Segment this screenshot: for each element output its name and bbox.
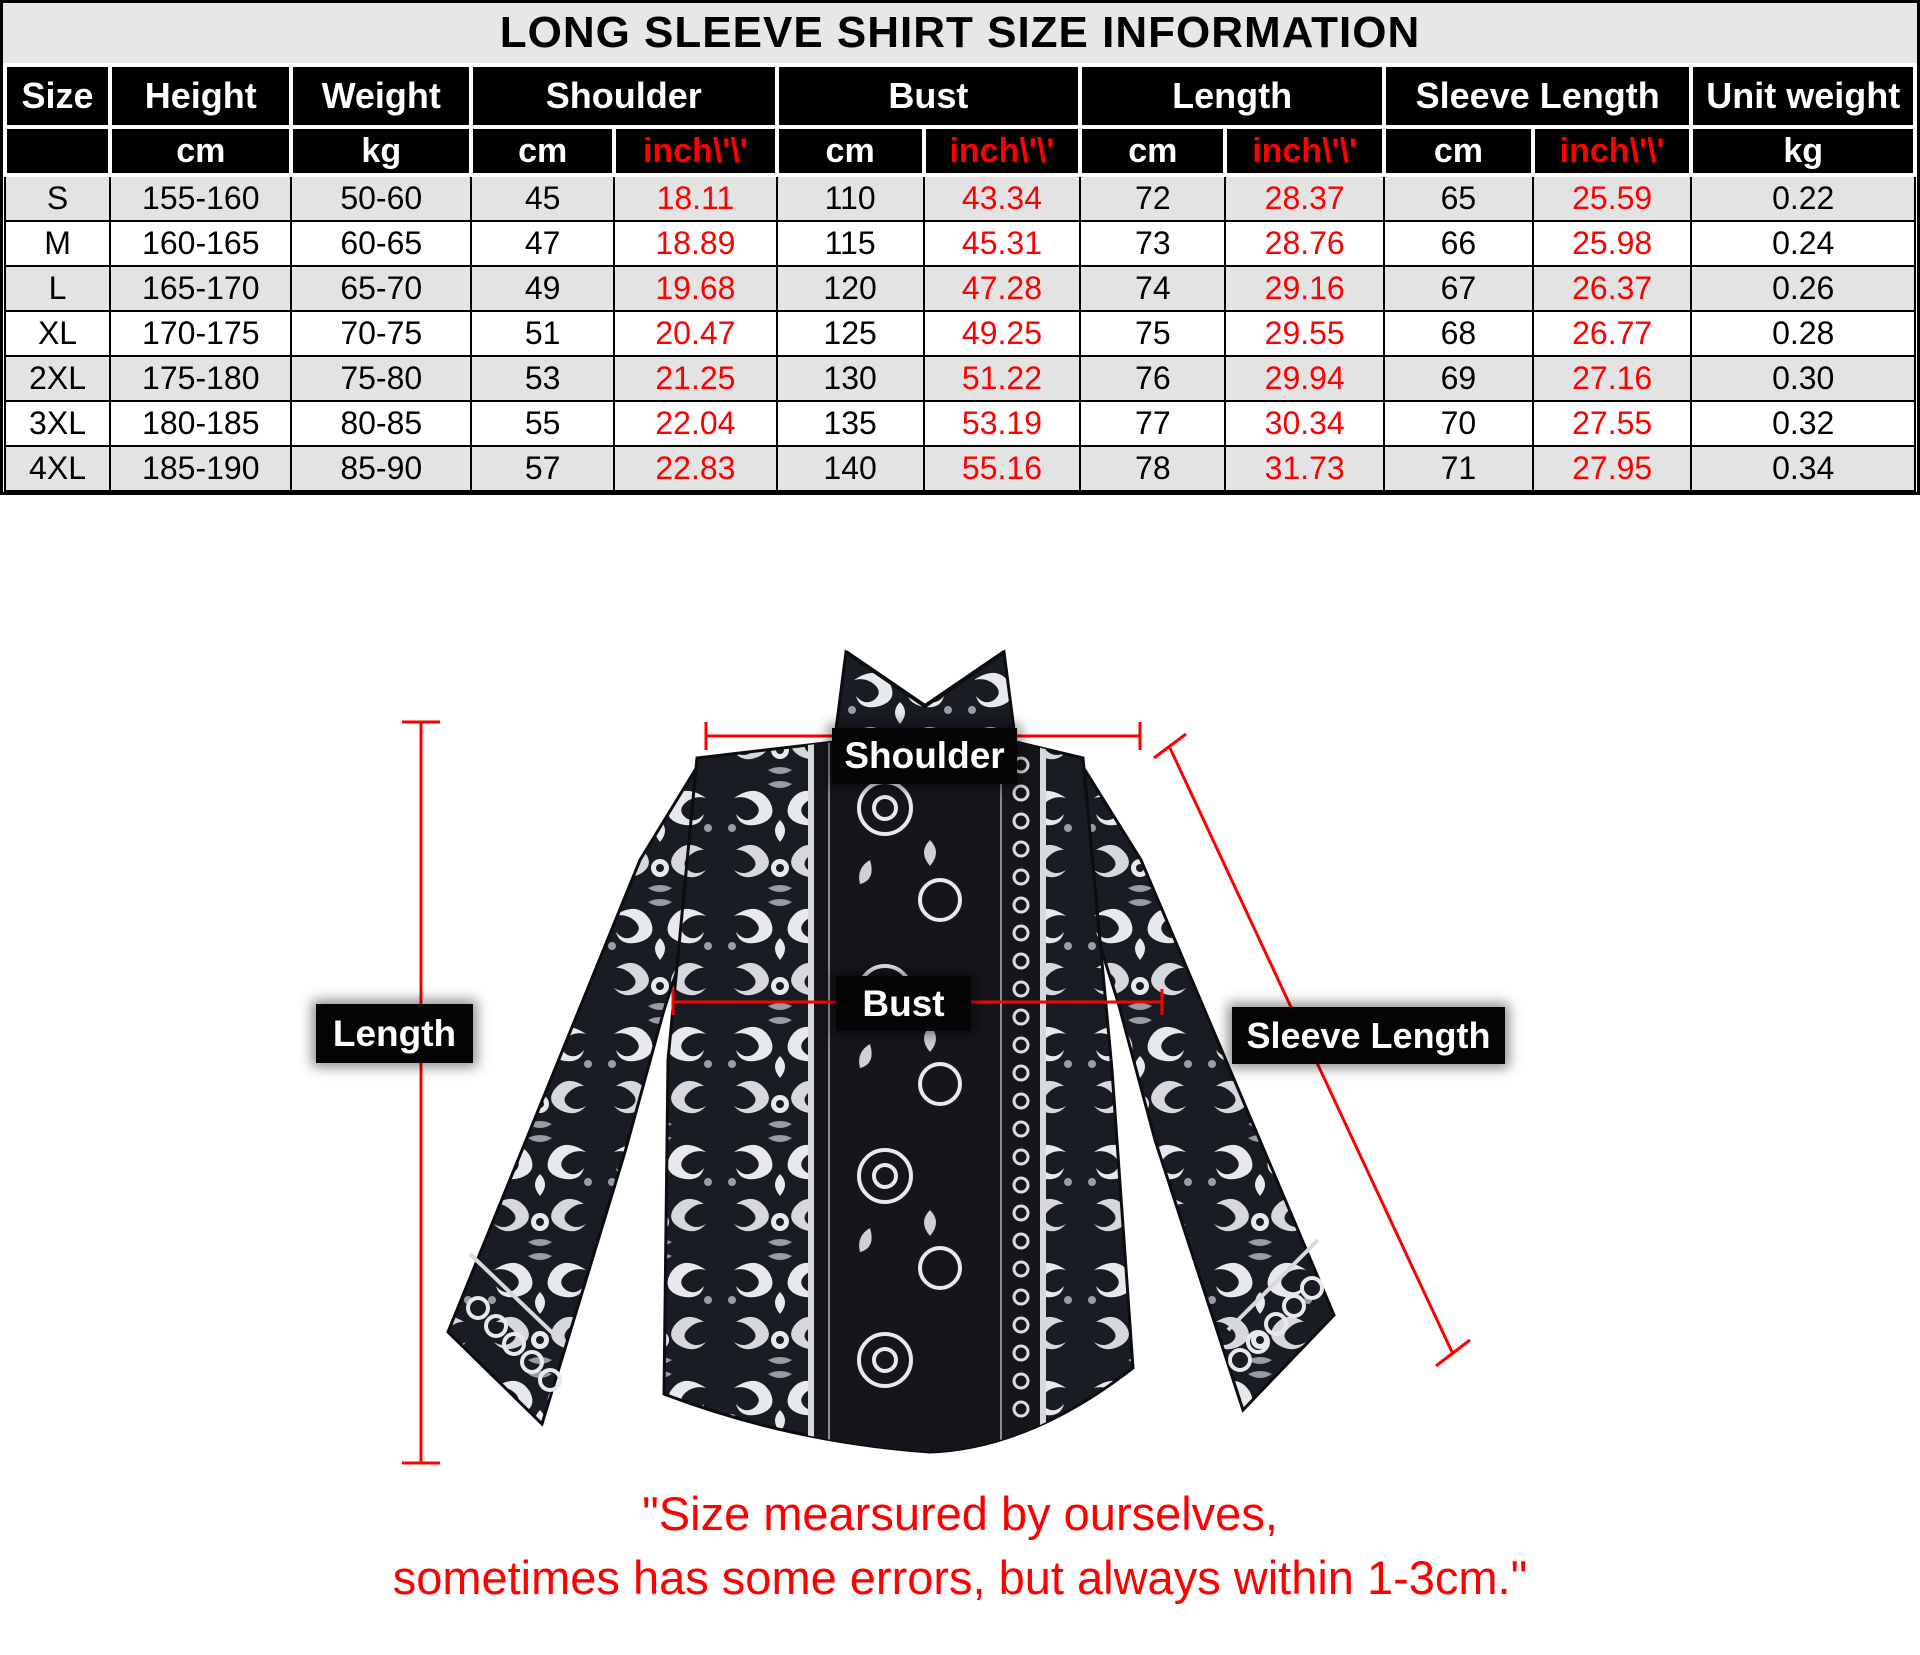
value-cell: 65-70 — [291, 266, 471, 311]
col-header-bust: Bust — [777, 65, 1081, 127]
size-row-XL — [5, 311, 1915, 356]
value-cell: 77 — [1080, 401, 1225, 446]
size-row-M — [5, 221, 1915, 266]
col-header-unit-weight: Unit weight — [1691, 65, 1915, 127]
col-header-weight: Weight — [291, 65, 471, 127]
value-cell: 55 — [471, 401, 614, 446]
value-cell: 80-85 — [291, 401, 471, 446]
value-cell: 19.68 — [614, 266, 776, 311]
value-cell: 53 — [471, 356, 614, 401]
value-cell: 115 — [777, 221, 924, 266]
size-note-line-1: "Size mearsured by ourselves, — [642, 1487, 1278, 1540]
value-cell: 27.55 — [1533, 401, 1692, 446]
value-cell: 70-75 — [291, 311, 471, 356]
subheader-shoulder-inch: inch\'\' — [614, 127, 776, 175]
col-header-height: Height — [110, 65, 291, 127]
value-cell: 49.25 — [924, 311, 1081, 356]
length-measure-label: Length — [316, 1004, 473, 1063]
value-cell: 0.30 — [1691, 356, 1915, 401]
value-cell: 78 — [1080, 446, 1225, 491]
value-cell: 125 — [777, 311, 924, 356]
subheader-bust-cm: cm — [777, 127, 924, 175]
value-cell: 185-190 — [110, 446, 291, 491]
subheader-blank — [5, 127, 110, 175]
value-cell: 53.19 — [924, 401, 1081, 446]
size-cell: 2XL — [5, 356, 110, 401]
subheader-unit-weight-kg: kg — [1691, 127, 1915, 175]
value-cell: 29.94 — [1225, 356, 1384, 401]
size-row-S — [5, 175, 1915, 221]
value-cell: 72 — [1080, 175, 1225, 221]
value-cell: 51.22 — [924, 356, 1081, 401]
value-cell: 71 — [1384, 446, 1533, 491]
subheader-sleeve-inch: inch\'\' — [1533, 127, 1692, 175]
value-cell: 50-60 — [291, 175, 471, 221]
value-cell: 65 — [1384, 175, 1533, 221]
value-cell: 27.95 — [1533, 446, 1692, 491]
value-cell: 175-180 — [110, 356, 291, 401]
value-cell: 45 — [471, 175, 614, 221]
value-cell: 47.28 — [924, 266, 1081, 311]
subheader-length-inch: inch\'\' — [1225, 127, 1384, 175]
value-cell: 25.98 — [1533, 221, 1692, 266]
value-cell: 43.34 — [924, 175, 1081, 221]
size-cell: 3XL — [5, 401, 110, 446]
value-cell: 49 — [471, 266, 614, 311]
size-row-4XL — [5, 446, 1915, 491]
shoulder-measure-label: Shoulder — [832, 728, 1017, 784]
size-cell: M — [5, 221, 110, 266]
value-cell: 27.16 — [1533, 356, 1692, 401]
value-cell: 0.32 — [1691, 401, 1915, 446]
size-table — [0, 0, 1920, 495]
value-cell: 22.83 — [614, 446, 776, 491]
subheader-weight-kg: kg — [291, 127, 471, 175]
value-cell: 170-175 — [110, 311, 291, 356]
subheader-bust-inch: inch\'\' — [924, 127, 1081, 175]
value-cell: 120 — [777, 266, 924, 311]
value-cell: 160-165 — [110, 221, 291, 266]
group-header-row — [5, 65, 1915, 127]
value-cell: 180-185 — [110, 401, 291, 446]
unit-header-row — [5, 127, 1915, 175]
value-cell: 31.73 — [1225, 446, 1384, 491]
value-cell: 0.28 — [1691, 311, 1915, 356]
value-cell: 85-90 — [291, 446, 471, 491]
value-cell: 130 — [777, 356, 924, 401]
value-cell: 45.31 — [924, 221, 1081, 266]
value-cell: 26.77 — [1533, 311, 1692, 356]
value-cell: 47 — [471, 221, 614, 266]
size-note — [0, 1482, 1920, 1610]
subheader-height-cm: cm — [110, 127, 291, 175]
value-cell: 67 — [1384, 266, 1533, 311]
col-header-size: Size — [5, 65, 110, 127]
value-cell: 140 — [777, 446, 924, 491]
sleeve-length-measure-label: Sleeve Length — [1232, 1007, 1505, 1064]
col-header-length: Length — [1080, 65, 1384, 127]
value-cell: 26.37 — [1533, 266, 1692, 311]
value-cell: 165-170 — [110, 266, 291, 311]
size-cell: XL — [5, 311, 110, 356]
value-cell: 75-80 — [291, 356, 471, 401]
value-cell: 0.24 — [1691, 221, 1915, 266]
subheader-shoulder-cm: cm — [471, 127, 614, 175]
col-header-shoulder: Shoulder — [471, 65, 777, 127]
value-cell: 73 — [1080, 221, 1225, 266]
value-cell: 75 — [1080, 311, 1225, 356]
value-cell: 0.22 — [1691, 175, 1915, 221]
shirt-figure — [0, 540, 1920, 1500]
table-title: LONG SLEEVE SHIRT SIZE INFORMATION — [3, 3, 1917, 63]
value-cell: 22.04 — [614, 401, 776, 446]
size-chart-table — [3, 63, 1917, 492]
value-cell: 60-65 — [291, 221, 471, 266]
value-cell: 70 — [1384, 401, 1533, 446]
value-cell: 74 — [1080, 266, 1225, 311]
subheader-sleeve-cm: cm — [1384, 127, 1533, 175]
subheader-length-cm: cm — [1080, 127, 1225, 175]
bust-measure-label: Bust — [836, 976, 971, 1031]
value-cell: 110 — [777, 175, 924, 221]
value-cell: 30.34 — [1225, 401, 1384, 446]
size-cell: 4XL — [5, 446, 110, 491]
size-cell: S — [5, 175, 110, 221]
value-cell: 29.55 — [1225, 311, 1384, 356]
size-cell: L — [5, 266, 110, 311]
value-cell: 29.16 — [1225, 266, 1384, 311]
value-cell: 76 — [1080, 356, 1225, 401]
value-cell: 25.59 — [1533, 175, 1692, 221]
value-cell: 68 — [1384, 311, 1533, 356]
size-row-3XL — [5, 401, 1915, 446]
value-cell: 0.34 — [1691, 446, 1915, 491]
value-cell: 51 — [471, 311, 614, 356]
value-cell: 20.47 — [614, 311, 776, 356]
value-cell: 155-160 — [110, 175, 291, 221]
value-cell: 66 — [1384, 221, 1533, 266]
size-row-L — [5, 266, 1915, 311]
col-header-sleeve-length: Sleeve Length — [1384, 65, 1691, 127]
value-cell: 0.26 — [1691, 266, 1915, 311]
size-row-2XL — [5, 356, 1915, 401]
value-cell: 55.16 — [924, 446, 1081, 491]
value-cell: 28.76 — [1225, 221, 1384, 266]
size-note-line-2: sometimes has some errors, but always within 1-3cm." — [392, 1551, 1528, 1604]
value-cell: 57 — [471, 446, 614, 491]
value-cell: 28.37 — [1225, 175, 1384, 221]
value-cell: 135 — [777, 401, 924, 446]
value-cell: 18.89 — [614, 221, 776, 266]
value-cell: 69 — [1384, 356, 1533, 401]
value-cell: 18.11 — [614, 175, 776, 221]
value-cell: 21.25 — [614, 356, 776, 401]
